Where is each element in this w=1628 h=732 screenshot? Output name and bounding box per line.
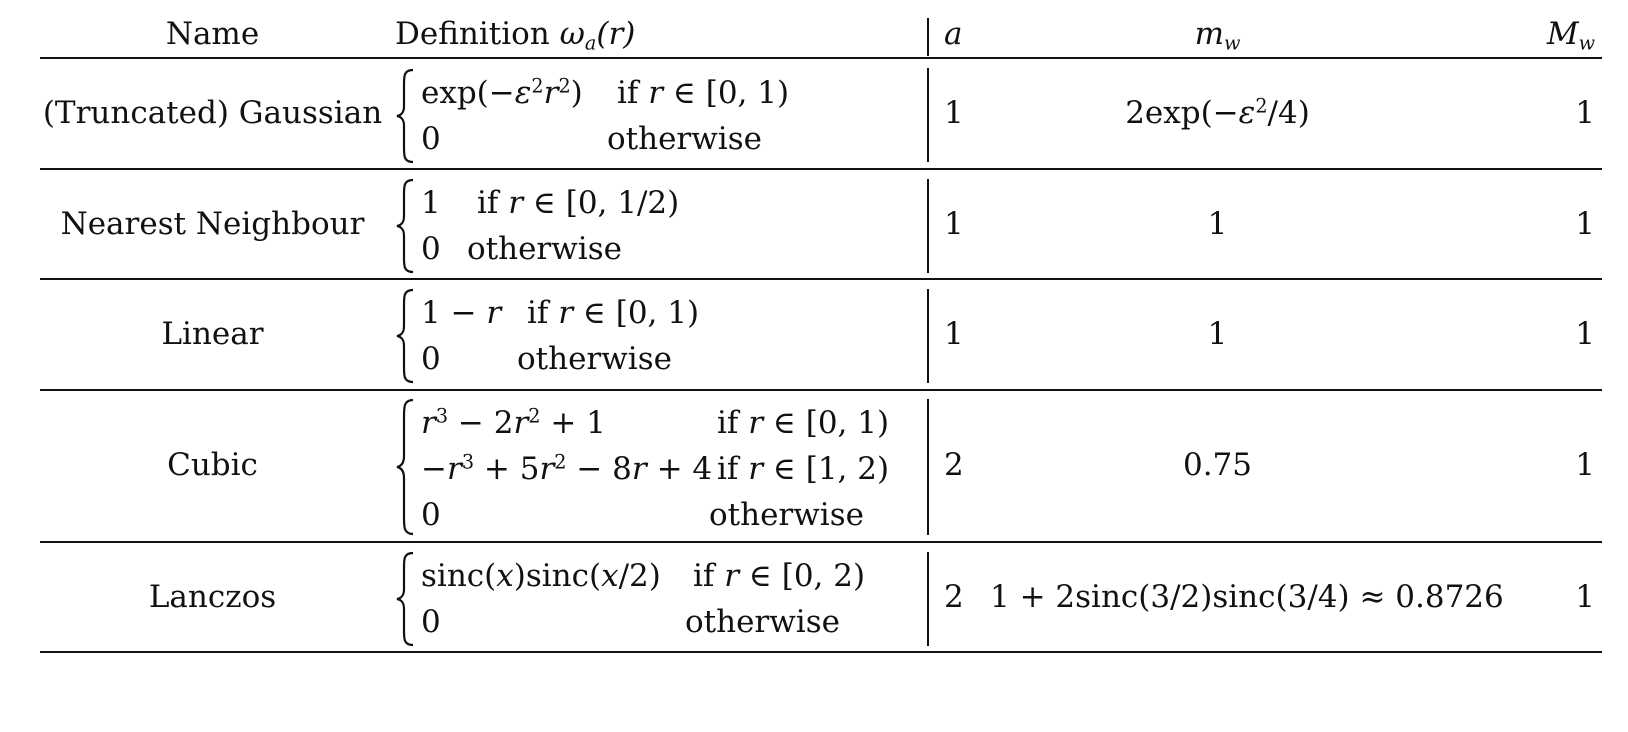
- case-condition: if r ∈ [0, 1): [717, 405, 890, 441]
- case-expression: 0: [421, 497, 441, 533]
- row-linear-Mw: 1: [1575, 316, 1595, 352]
- column-separator: [927, 399, 929, 535]
- header-definition-argument: (r): [596, 16, 636, 52]
- row-cubic-name: Cubic: [167, 447, 258, 483]
- case-expression: $r^3 - 2r^2 + 1$: [421, 404, 606, 441]
- header-Mw: [1445, 16, 1595, 55]
- header-definition-subscript: a: [584, 31, 597, 55]
- case-condition: if r ∈ [0, 1/2): [477, 185, 680, 221]
- bottom-rule: [40, 651, 1602, 653]
- left-brace-icon: [395, 178, 417, 274]
- kernel-table: [40, 0, 1602, 690]
- header-definition-symbol: ω: [559, 16, 585, 52]
- case-condition: if r ∈ [0, 1): [527, 295, 700, 331]
- header-mw-subscript: w: [1223, 31, 1241, 55]
- case-expression: 1 − r: [421, 295, 502, 331]
- case-expression: 0: [421, 121, 441, 157]
- left-brace-icon: [395, 68, 417, 164]
- header-name: Name: [165, 16, 260, 52]
- row-nearest-Mw: 1: [1575, 206, 1595, 242]
- column-separator: [927, 68, 929, 162]
- row-nearest-name: Nearest Neighbour: [60, 206, 365, 242]
- row-gaussian-a: 1: [944, 95, 964, 131]
- case-condition: if r ∈ [1, 2): [717, 451, 890, 487]
- row-nearest-a: 1: [944, 206, 964, 242]
- header-rule: [40, 57, 1602, 59]
- header-column-separator: [927, 18, 929, 56]
- case-condition: if r ∈ [0, 2): [693, 558, 866, 594]
- case-expression: 1: [421, 185, 441, 221]
- row-cubic-mw: 0.75: [1182, 447, 1253, 483]
- row-lanczos-mw: 1 + 2sinc(3/2)sinc(3/4) ≈ 0.8726: [990, 579, 1504, 615]
- case-expression: sinc(x)sinc(x/2): [421, 558, 661, 594]
- row-cubic-Mw: 1: [1575, 447, 1595, 483]
- column-separator: [927, 289, 929, 383]
- row-lanczos-a: 2: [944, 579, 964, 615]
- row-divider: [40, 541, 1602, 543]
- case-condition: otherwise: [467, 231, 622, 267]
- row-nearest-mw: 1: [1207, 206, 1228, 242]
- header-a: a: [944, 16, 963, 52]
- header-Mw-subscript: w: [1578, 31, 1595, 55]
- case-condition: otherwise: [709, 497, 864, 533]
- row-linear-name: Linear: [161, 316, 264, 352]
- header-mw: [990, 16, 1445, 55]
- row-divider: [40, 389, 1602, 391]
- case-condition: otherwise: [607, 121, 762, 157]
- case-condition: otherwise: [517, 341, 672, 377]
- row-lanczos-Mw: 1: [1575, 579, 1595, 615]
- case-condition: if r ∈ [0, 1): [617, 75, 790, 111]
- case-expression: 0: [421, 341, 441, 377]
- row-linear-mw: 1: [1207, 316, 1228, 352]
- row-gaussian-Mw: 1: [1575, 95, 1595, 131]
- row-divider: [40, 278, 1602, 280]
- row-gaussian-name: (Truncated) Gaussian: [42, 95, 383, 131]
- column-separator: [927, 179, 929, 273]
- case-expression: $\exp(-\varepsilon^2r^2)$: [421, 74, 583, 111]
- row-divider: [40, 168, 1602, 170]
- row-lanczos-name: Lanczos: [148, 579, 277, 615]
- row-gaussian-mw: $2\exp(-\varepsilon^2/4)$: [1125, 94, 1310, 131]
- case-condition: otherwise: [685, 604, 840, 640]
- row-linear-a: 1: [944, 316, 964, 352]
- header-mw-main: m: [1194, 16, 1224, 52]
- row-cubic-a: 2: [944, 447, 964, 483]
- left-brace-icon: [395, 288, 417, 384]
- header-Mw-main: M: [1546, 16, 1579, 52]
- left-brace-icon: [395, 551, 417, 647]
- column-separator: [927, 552, 929, 646]
- case-expression: 0: [421, 604, 441, 640]
- case-expression: 0: [421, 231, 441, 267]
- case-expression: $-r^3 + 5r^2 - 8r + 4$: [421, 450, 713, 487]
- header-definition-text: Definition: [395, 16, 560, 52]
- header-definition: [395, 16, 636, 55]
- left-brace-icon: [395, 398, 417, 536]
